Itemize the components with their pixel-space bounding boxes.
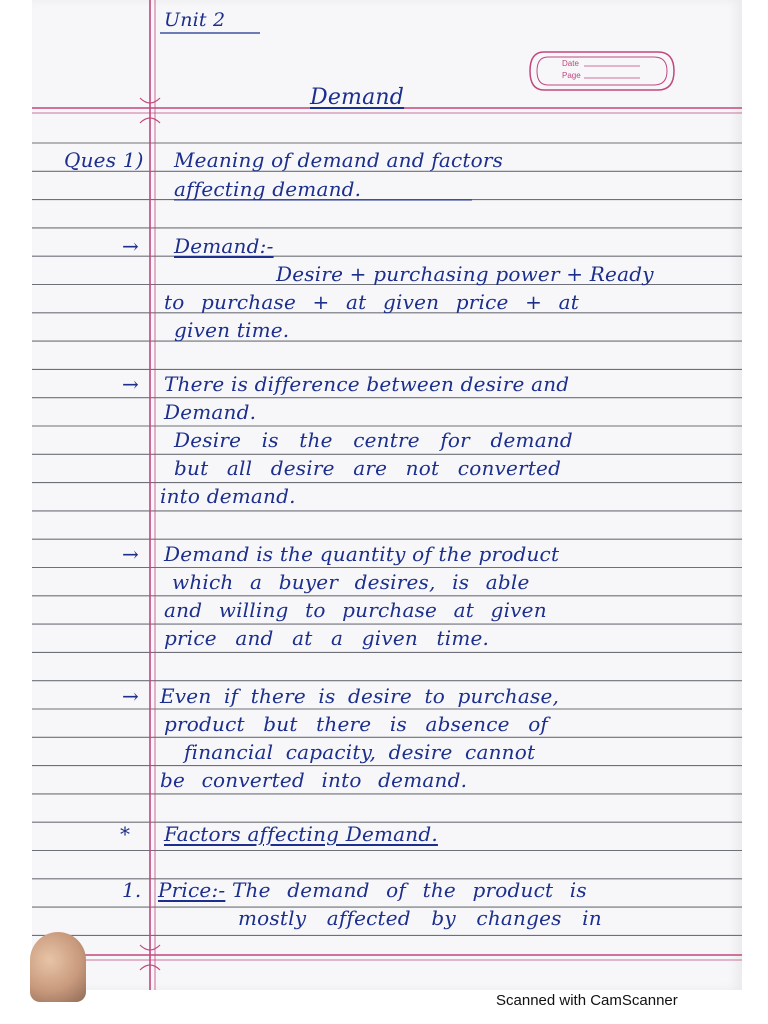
question-line: Meaning of demand and factors bbox=[174, 148, 504, 172]
question-line: affecting demand. bbox=[174, 177, 362, 201]
thumb-photo bbox=[30, 932, 86, 1002]
point-line: which a buyer desires, is able bbox=[172, 570, 530, 594]
point-line: financial capacity, desire cannot bbox=[184, 740, 536, 764]
arrow-icon: → bbox=[122, 234, 139, 258]
point-line: but all desire are not converted bbox=[174, 456, 562, 480]
factor-label: Price:- bbox=[158, 878, 226, 902]
point-line: price and at a given time. bbox=[164, 626, 490, 650]
asterisk-icon: * bbox=[120, 822, 131, 846]
date-label: Date bbox=[562, 59, 579, 68]
date-page-box bbox=[522, 44, 682, 102]
definition-line: to purchase + at given price + at bbox=[164, 290, 579, 314]
point-line: Demand. bbox=[164, 400, 257, 424]
point-line: be converted into demand. bbox=[160, 768, 468, 792]
point-line: Desire is the centre for demand bbox=[174, 428, 573, 452]
page-title: Demand bbox=[310, 85, 405, 110]
arrow-icon: → bbox=[122, 684, 139, 708]
demand-heading: Demand:- bbox=[174, 234, 274, 258]
arrow-icon: → bbox=[122, 542, 139, 566]
scanner-watermark: Scanned with CamScanner bbox=[496, 992, 678, 1009]
factor-number: 1. bbox=[122, 878, 142, 902]
notebook-page bbox=[32, 0, 742, 990]
point-line: Demand is the quantity of the product bbox=[164, 542, 560, 566]
point-line: into demand. bbox=[160, 484, 296, 508]
factor-line: The demand of the product is bbox=[232, 878, 587, 902]
definition-line: given time. bbox=[174, 318, 290, 342]
date-box-frame-icon bbox=[522, 44, 682, 98]
arrow-icon: → bbox=[122, 372, 139, 396]
factors-heading: Factors affecting Demand. bbox=[164, 822, 438, 846]
point-line: and willing to purchase at given bbox=[164, 598, 547, 622]
question-marker: Ques 1) bbox=[64, 148, 144, 172]
point-line: product but there is absence of bbox=[164, 712, 549, 736]
factor-line: mostly affected by changes in bbox=[238, 906, 602, 930]
point-line: There is difference between desire and bbox=[164, 372, 570, 396]
point-line: Even if there is desire to purchase, bbox=[160, 684, 560, 708]
definition-line: Desire + purchasing power + Ready bbox=[276, 262, 654, 286]
unit-heading: Unit 2 bbox=[164, 9, 226, 31]
page-label: Page bbox=[562, 71, 581, 80]
